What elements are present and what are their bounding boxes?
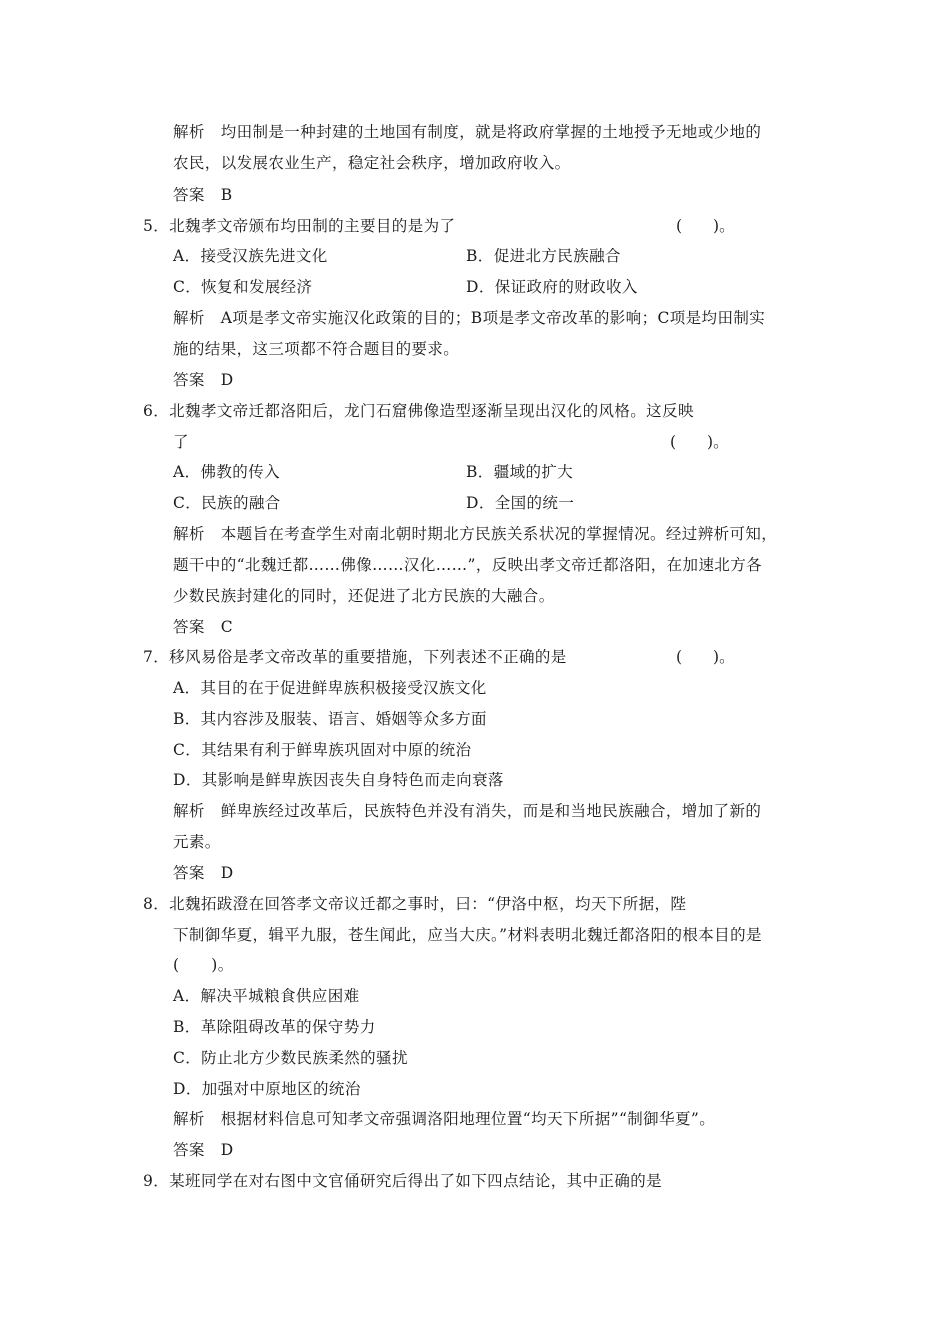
q7-option-a: A．其目的在于促进鲜卑族积极接受汉族文化 (173, 679, 487, 697)
q7-answer: 答案 D (173, 864, 234, 882)
q8-analysis-line-1: 解析 根据材料信息可知孝文帝强调洛阳地理位置“均天下所据”“制御华夏”。 (173, 1110, 716, 1128)
q5-option-b: B．促进北方民族融合 (466, 247, 621, 265)
q7-stem: 7．移风易俗是孝文帝改革的重要措施，下列表述不正确的是 (143, 648, 567, 666)
q5-option-d: D．保证政府的财政收入 (466, 278, 638, 296)
q6-stem-line-2: 了 (173, 433, 189, 451)
prev-answer: 答案 B (173, 186, 233, 204)
q6-answer: 答案 C (173, 618, 233, 636)
q8-option-a: A．解决平城粮食供应困难 (173, 987, 360, 1005)
prev-analysis-line-1: 解析 均田制是一种封建的土地国有制度，就是将政府掌握的土地授予无地或少地的 (173, 123, 762, 141)
q6-option-d: D．全国的统一 (466, 494, 575, 512)
q5-answer-blank: ( )。 (676, 217, 735, 235)
q6-analysis-line-2: 题干中的“北魏迁都……佛像……汉化……”，反映出孝文帝迁都洛阳，在加速北方各 (173, 556, 763, 574)
q5-option-c: C．恢复和发展经济 (173, 278, 313, 296)
q8-option-b: B．革除阻碍改革的保守势力 (173, 1018, 376, 1036)
q8-stem-line-2: 下制御华夏，辑平九服，苍生闻此，应当大庆。”材料表明北魏迁都洛阳的根本目的是 (173, 926, 762, 944)
q8-stem-line-1: 8．北魏拓跋澄在回答孝文帝议迁都之事时，曰：“伊洛中枢，均天下所据，陛 (143, 895, 687, 913)
q5-stem: 5．北魏孝文帝颁布均田制的主要目的是为了 (143, 217, 456, 235)
q8-option-d: D．加强对中原地区的统治 (173, 1080, 361, 1098)
q6-answer-blank: ( )。 (670, 433, 729, 451)
q6-analysis-line-3: 少数民族封建化的同时，还促进了北方民族的大融合。 (173, 587, 555, 605)
q5-analysis-line-1: 解析 A项是孝文帝实施汉化政策的目的；B项是孝文帝改革的影响；C项是均田制实 (173, 309, 766, 327)
q7-option-d: D．其影响是鲜卑族因丧失自身特色而走向衰落 (173, 771, 504, 789)
q6-stem-line-1: 6．北魏孝文帝迁都洛阳后，龙门石窟佛像造型逐渐呈现出汉化的风格。这反映 (143, 402, 694, 420)
q6-option-b: B．疆域的扩大 (466, 463, 574, 481)
q8-answer-blank: ( )。 (173, 956, 234, 974)
q6-analysis-line-1: 解析 本题旨在考查学生对南北朝时期北方民族关系状况的掌握情况。经过辨析可知， (173, 525, 778, 543)
q5-option-a: A．接受汉族先进文化 (173, 247, 328, 265)
q5-analysis-line-2: 施的结果，这三项都不符合题目的要求。 (173, 340, 460, 358)
q7-option-c: C．其结果有利于鲜卑族巩固对中原的统治 (173, 741, 472, 759)
q8-answer: 答案 D (173, 1141, 234, 1159)
q7-option-b: B．其内容涉及服装、语言、婚姻等众多方面 (173, 710, 487, 728)
q6-option-a: A．佛教的传入 (173, 463, 280, 481)
q7-analysis-line-1: 解析 鲜卑族经过改革后，民族特色并没有消失，而是和当地民族融合，增加了新的 (173, 802, 762, 820)
q7-analysis-line-2: 元素。 (173, 833, 221, 851)
q5-answer: 答案 D (173, 371, 234, 389)
q7-answer-blank: ( )。 (676, 648, 735, 666)
q9-stem: 9．某班同学在对右图中文官俑研究后得出了如下四点结论，其中正确的是 (143, 1172, 663, 1190)
q6-option-c: C．民族的融合 (173, 494, 281, 512)
prev-analysis-line-2: 农民，以发展农业生产，稳定社会秩序，增加政府收入。 (173, 154, 571, 172)
q8-option-c: C．防止北方少数民族柔然的骚扰 (173, 1049, 408, 1067)
